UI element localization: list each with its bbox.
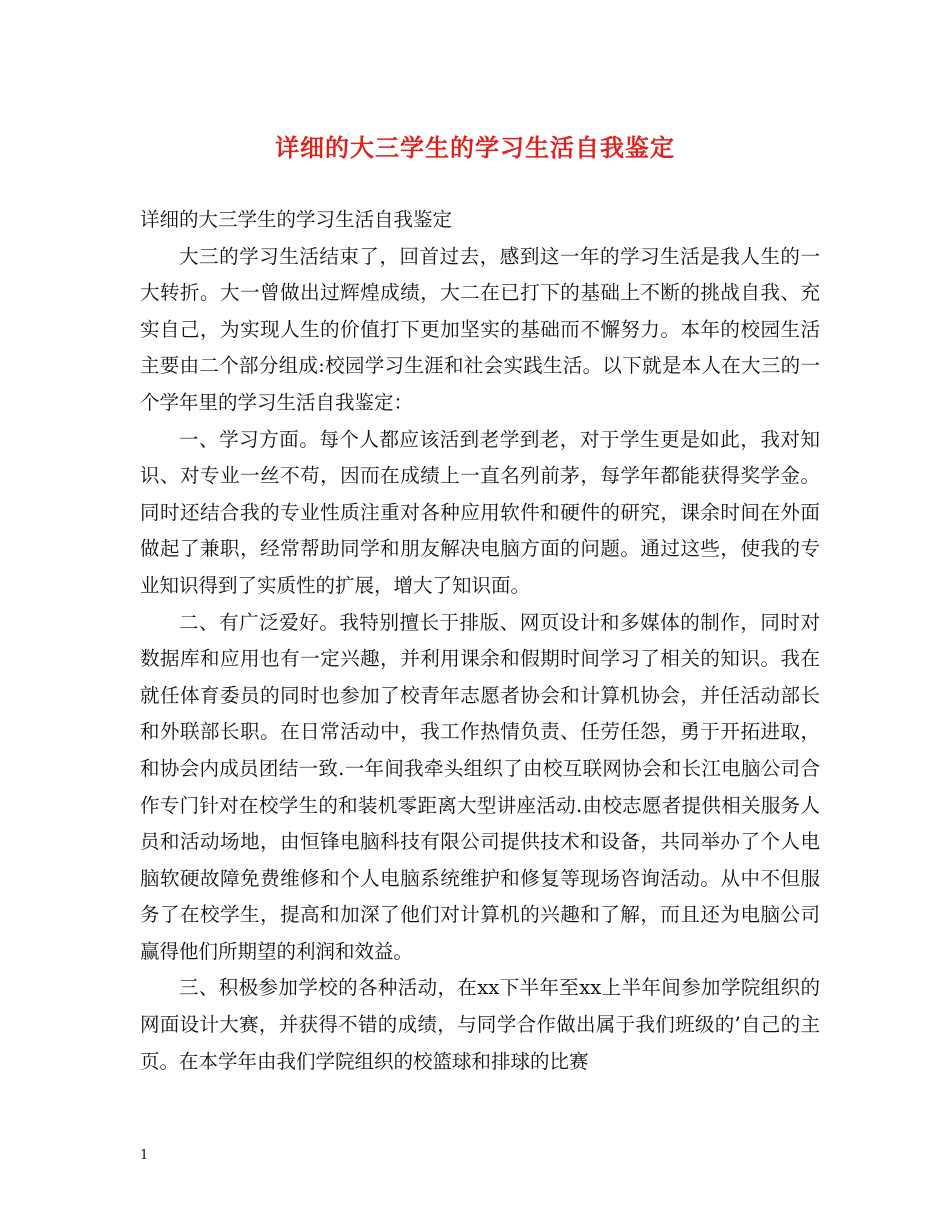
paragraph-hobbies: 二、有广泛爱好。我特别擅长于排版、网页设计和多媒体的制作，同时对数据库和应用也有一定兴趣，并利用课余和假期时间学习了相关的知识。我在就任体育委员的同时也参加了校青年志愿者协会和计算机协会，并任活动部长和外联部长职。在日常活动中，我工作热情负责、任劳任怨，勇于开拓进取，和协会内成员团结一致.一年间我牵头组织了由校互联网协会和长江电脑公司合作专门针对在校学生的和装机零距离大型讲座活动.由校志愿者提供相关服务人员和活动场地，由恒锋电脑科技有限公司提供技术和设备，共同举办了个人电脑软硬故障免费维修和个人电脑系统维护和修复等现场咨询活动。从中不但服务了在校学生，提高和加深了他们对计算机的兴趣和了解，而且还为电脑公司赢得他们所期望的利润和效益。 xyxy=(140,610,820,963)
paragraph-study: 一、学习方面。每个人都应该活到老学到老，对于学生更是如此，我对知识、对专业一丝不苟，因而在成绩上一直名列前茅，每学年都能获得奖学金。同时还结合我的专业性质注重对各种应用软件和硬件的研究，课余时间在外面做起了兼职，经常帮助同学和朋友解决电脑方面的问题。通过这些，使我的专业知识得到了实质性的扩展，增大了知识面。 xyxy=(140,427,820,597)
page-number: 1 xyxy=(140,1148,149,1163)
paragraph-activities: 三、积极参加学校的各种活动，在xx下半年至xx上半年间参加学院组织的网面设计大赛，并获得不错的成绩，与同学合作做出属于我们班级的’自己的主页。在本学年由我们学院组织的校篮球和排球的比赛 xyxy=(140,976,820,1073)
document-subtitle: 详细的大三学生的学习生活自我鉴定 xyxy=(140,208,453,231)
paragraph-intro: 大三的学习生活结束了，回首过去，感到这一年的学习生活是我人生的一大转折。大一曾做出过辉煌成绩，大二在已打下的基础上不断的挑战自我、充实自己，为实现人生的价值打下更加坚实的基础而不懈努力。本年的校园生活主要由二个部分组成:校园学习生涯和社会实践生活。以下就是本人在大三的一个学年里的学习生活自我鉴定： xyxy=(140,244,820,414)
document-body xyxy=(140,202,820,1080)
document-title: 详细的大三学生的学习生活自我鉴定 xyxy=(275,133,675,162)
